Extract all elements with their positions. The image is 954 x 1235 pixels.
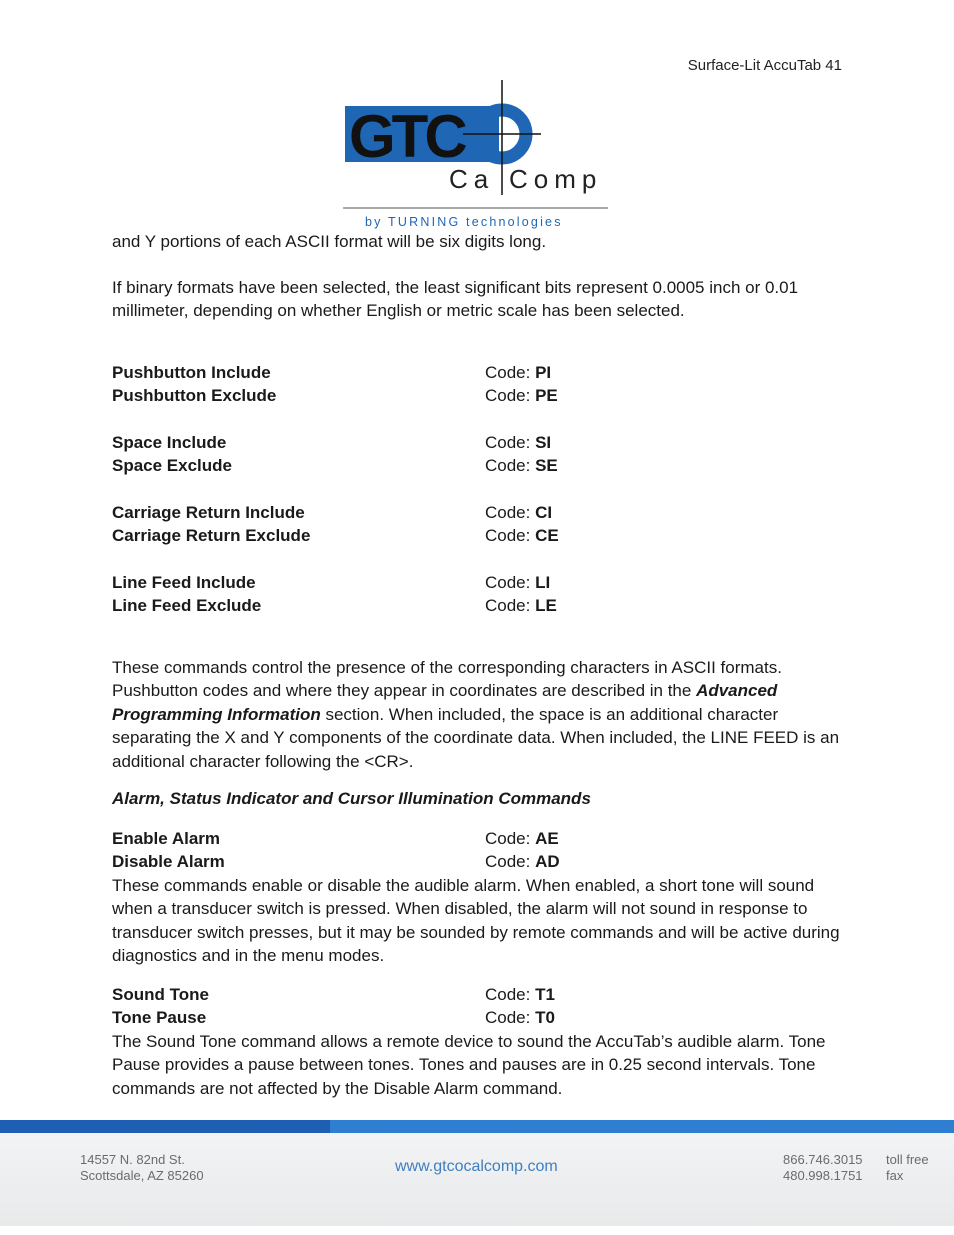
command-row: Pushbutton Include Code: PI xyxy=(112,362,552,382)
command-row: Line Feed Exclude Code: LE xyxy=(112,596,557,615)
command-row: Carriage Return Include Code: CI xyxy=(112,502,553,522)
command-row: Sound Tone Code: T1 xyxy=(112,984,555,1004)
svg-text:Ca: Ca xyxy=(449,164,495,194)
command-row: Space Include Code: SI xyxy=(112,432,552,452)
command-row: Carriage Return Exclude Code: CE xyxy=(112,526,559,545)
tone-description: The Sound Tone command allows a remote device to sound the AccuTab’s audible alarm. Tone Pause provides a pause between tones. Tones and pauses are in 0.25 second intervals. Tone commands are not affected by the Disable Alarm command. xyxy=(112,1031,826,1098)
svg-text:Comp: Comp xyxy=(509,164,603,194)
alarm-description: These commands enable or disable the audible alarm. When enabled, a short tone will sound when a transducer switch is pressed. When disabled, the alarm will not sound in response to transducer switch presses, but it may be sounded by remote commands and will be active during diagnostics and in the menu modes. xyxy=(112,875,840,965)
page-header-reference: Surface-Lit AccuTab 41 xyxy=(687,57,842,74)
section-heading: Alarm, Status Indicator and Cursor Illumination Commands xyxy=(112,789,591,808)
command-row: Tone Pause Code: T0 xyxy=(112,1008,555,1027)
document-body xyxy=(112,230,842,1100)
intro-fragment: and Y portions of each ASCII format will be six digits long. xyxy=(112,232,547,251)
binary-note: If binary formats have been selected, the least significant bits represent 0.0005 inch or 0.01 millimeter, depending on whether English or metric scale has been selected. xyxy=(112,277,799,320)
logo-tagline: by TURNING technologies xyxy=(365,215,563,229)
footer-phone-labels: toll free fax xyxy=(886,1152,929,1183)
command-row: Disable Alarm Code: AD xyxy=(112,852,560,871)
footer-phone-numbers: 866.746.3015 480.998.1751 xyxy=(783,1152,863,1183)
footer-bar xyxy=(330,1120,954,1133)
gtco-calcomp-logo xyxy=(343,80,613,230)
command-row: Line Feed Include Code: LI xyxy=(112,572,551,592)
command-row: Space Exclude Code: SE xyxy=(112,456,558,475)
footer-address: 14557 N. 82nd St. Scottsdale, AZ 85260 xyxy=(80,1152,204,1183)
footer-website-link[interactable]: www.gtcocalcomp.com xyxy=(395,1158,558,1175)
svg-text:GTC: GTC xyxy=(349,103,464,170)
command-row: Enable Alarm Code: AE xyxy=(112,828,559,848)
command-row: Pushbutton Exclude Code: PE xyxy=(112,386,558,405)
footer-bar xyxy=(0,1120,330,1133)
page-footer xyxy=(0,1120,954,1226)
include-description: These commands control the presence of the corresponding characters in ASCII formats. Pushbutton codes and where they appear in coordinates are described in the Advanced Programming Information section. When included, the space is an additional character separating the X and Y components of the coordinate data. When included, the LINE FEED is an additional character following the <CR>. xyxy=(112,657,840,771)
